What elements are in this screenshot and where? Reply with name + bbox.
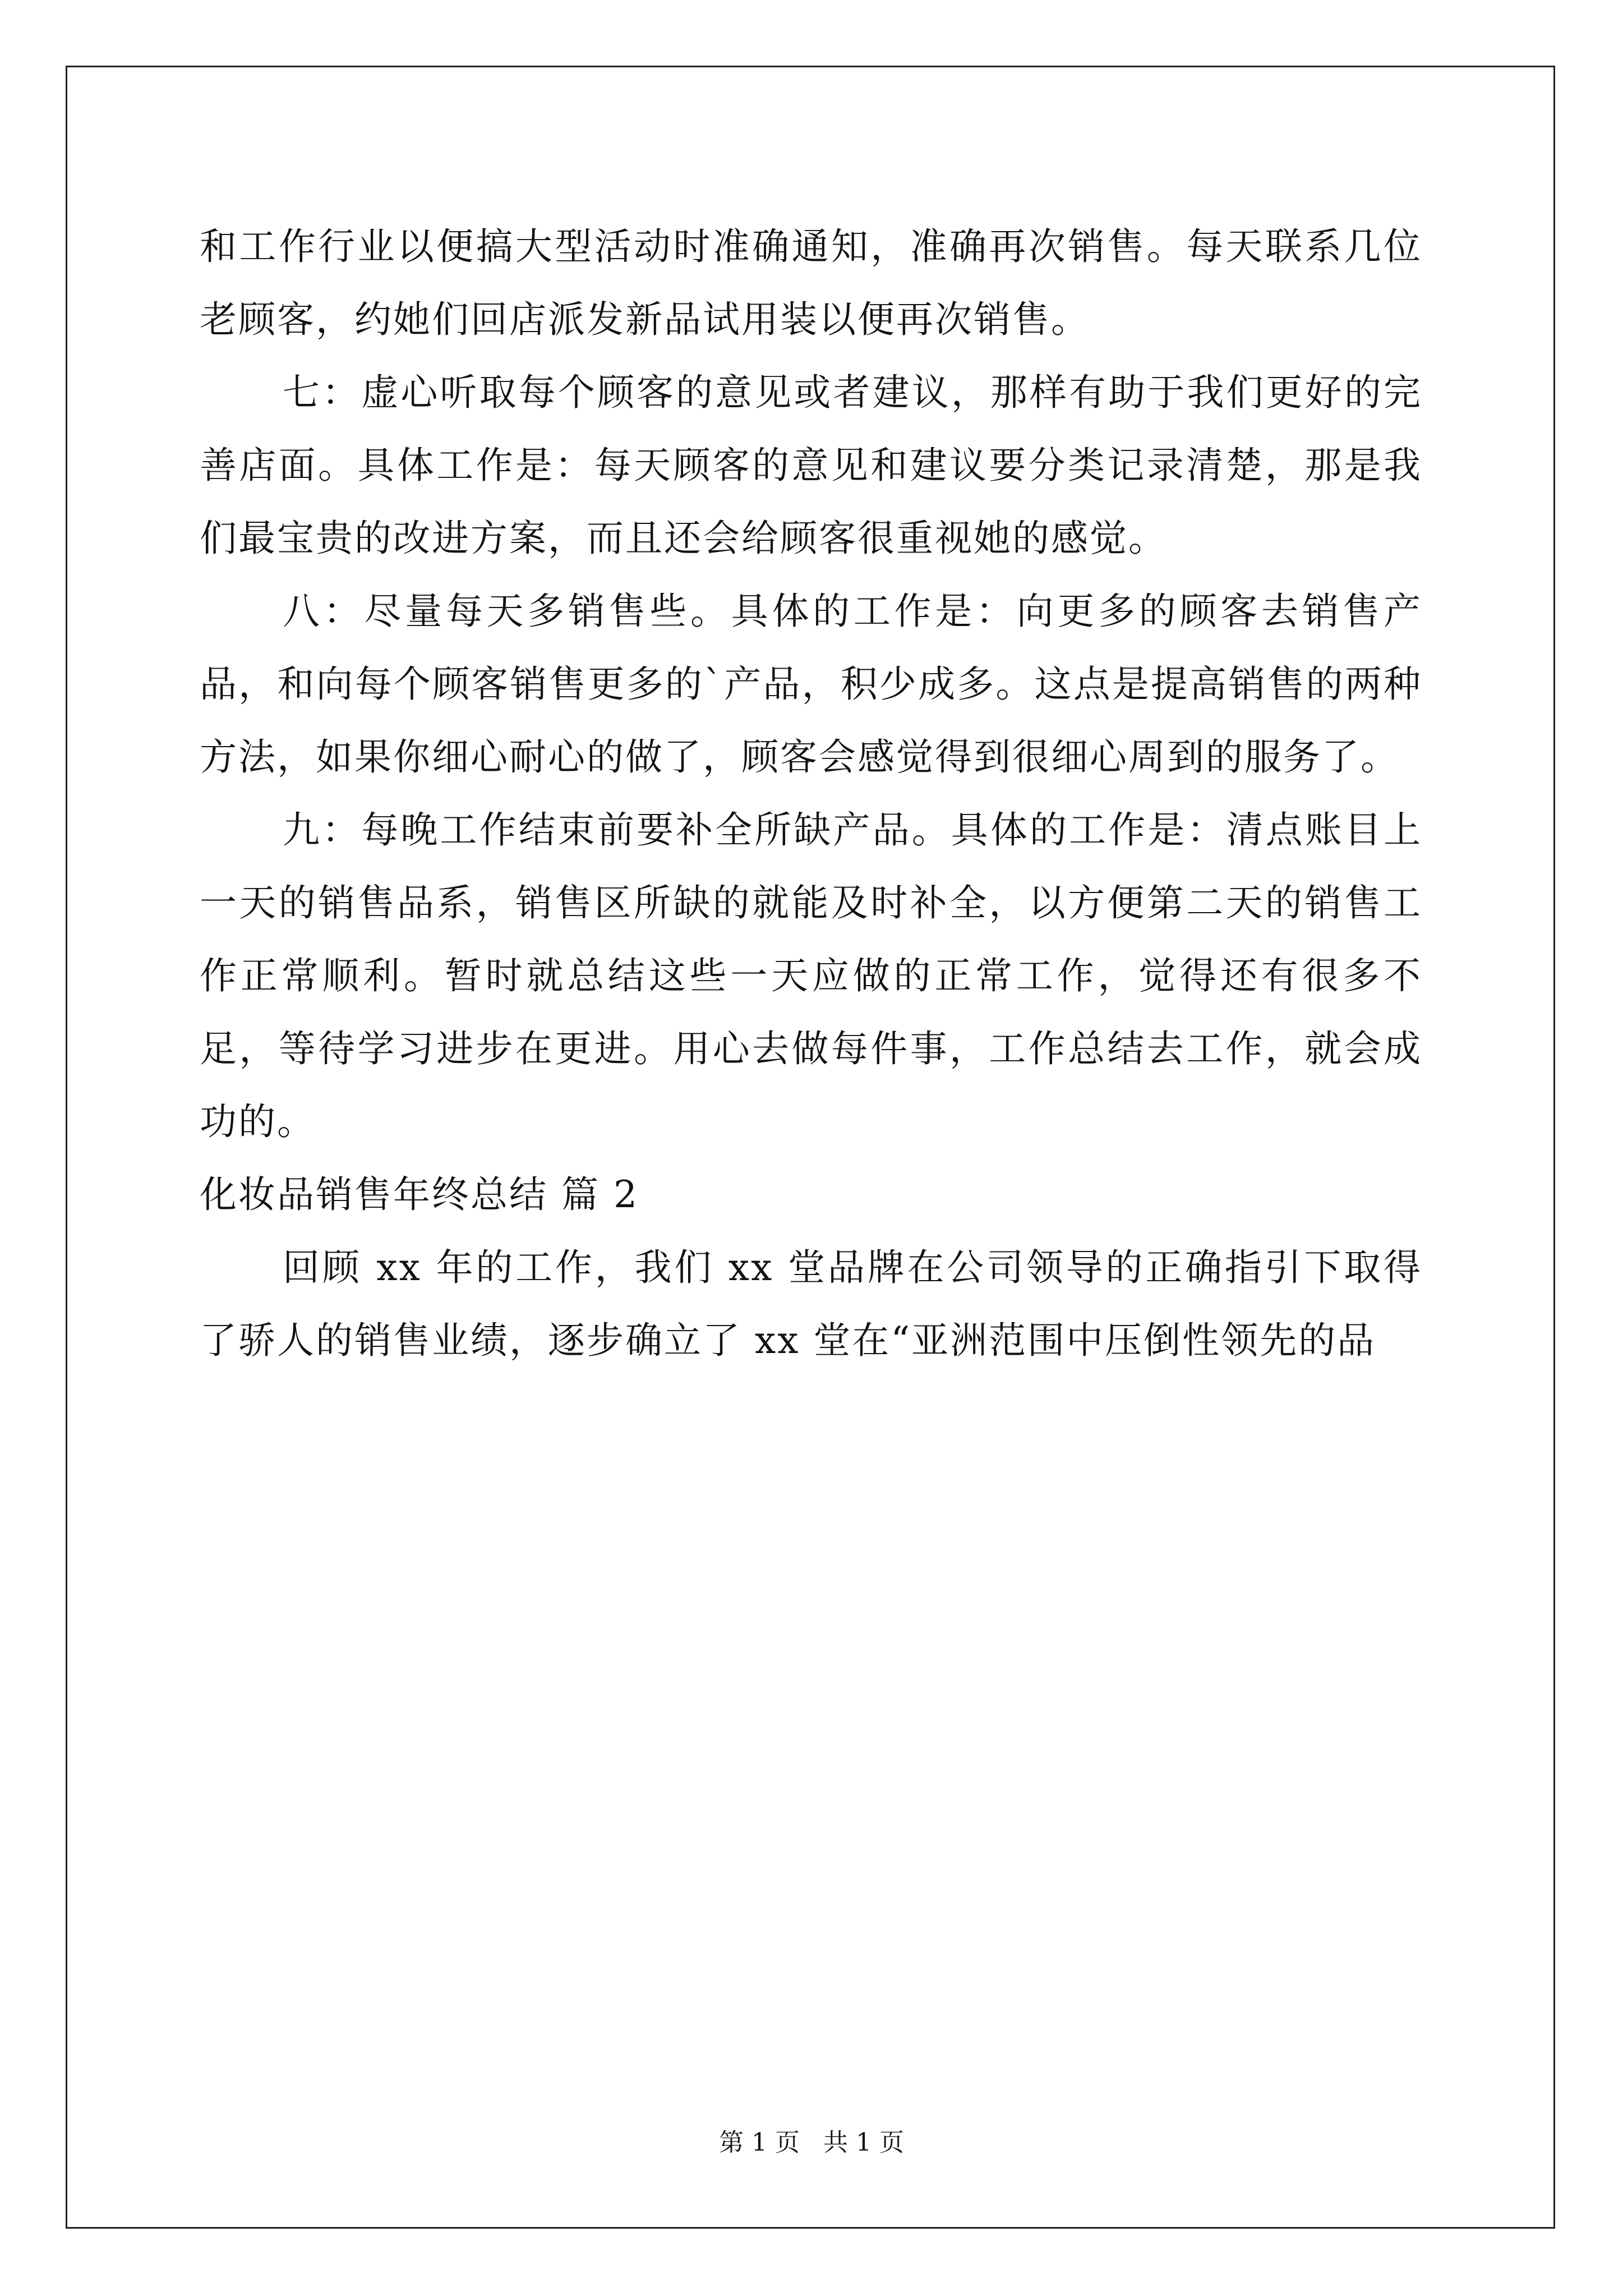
page-number-current: 第 1 页 bbox=[719, 2128, 800, 2157]
page-number-total: 共 1 页 bbox=[823, 2128, 904, 2157]
section-heading: 化妆品销售年终总结 篇 2 bbox=[200, 1173, 639, 1216]
paragraph-continuation: 和工作行业以便搞大型活动时准确通知，准确再次销售。每天联系几位老顾客，约她们回店派发新品试用装以便再次销售。 bbox=[200, 225, 1422, 341]
paragraph-review: 回顾 xx 年的工作，我们 xx 堂品牌在公司领导的正确指引下取得了骄人的销售业绩，逐步确立了 xx 堂在“亚洲范围中压倒性领先的品 bbox=[200, 1246, 1422, 1362]
paragraph-item-seven: 七：虚心听取每个顾客的意见或者建议，那样有助于我们更好的完善店面。具体工作是：每天顾客的意见和建议要分类记录清楚，那是我们最宝贵的改进方案，而且还会给顾客很重视她的感觉。 bbox=[200, 371, 1422, 560]
paragraph-item-eight: 八：尽量每天多销售些。具体的工作是：向更多的顾客去销售产品，和向每个顾客销售更多的`产品，积少成多。这点是提高销售的两种方法，如果你细心耐心的做了，顾客会感觉得到很细心周到的服务了。 bbox=[200, 590, 1422, 779]
paragraph-item-nine: 九：每晚工作结束前要补全所缺产品。具体的工作是：清点账目上一天的销售品系，销售区所缺的就能及时补全，以方便第二天的销售工作正常顺利。暂时就总结这些一天应做的正常工作，觉得还有很多不足，等待学习进步在更进。用心去做每件事，工作总结去工作，就会成功的。 bbox=[200, 808, 1422, 1143]
document-body bbox=[200, 210, 1422, 1377]
page-footer bbox=[0, 2126, 1623, 2160]
